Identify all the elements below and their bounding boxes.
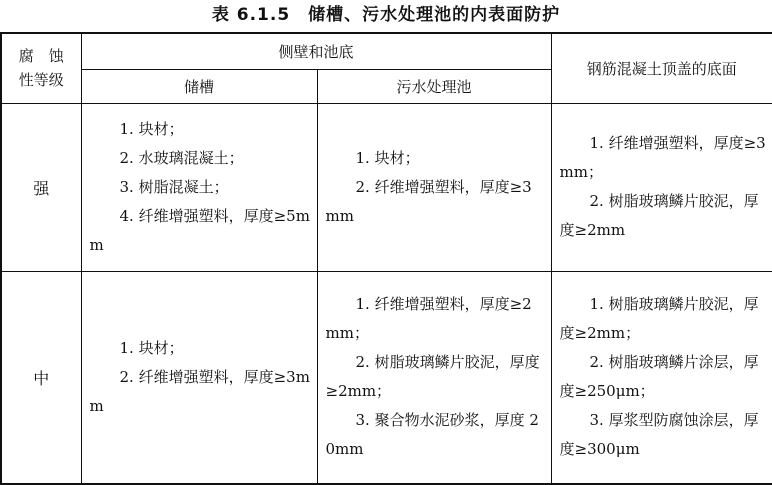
table-row-strong [1,103,772,271]
header-cover: 钢筋混凝土顶盖的底面 [551,33,772,103]
cover-cell [551,103,772,271]
header-sewage: 污水处理池 [317,69,551,103]
grade-cell: 中 [1,271,81,484]
table-title: 表 6.1.5 储槽、污水处理池的内表面防护 [211,5,561,25]
table-row-medium [1,271,772,484]
tank-cell [81,271,317,484]
header-grade-line1: 腐 蚀 [18,47,64,66]
list-item: 1. 树脂玻璃鳞片胶泥，厚度≥2mm； [559,295,759,343]
list-item: 4. 纤维增强塑料，厚度≥5mm [89,206,310,254]
protection-table [0,32,772,485]
tank-cell [81,103,317,271]
list-item: 2. 树脂玻璃鳞片涂层，厚度≥250μm； [559,353,759,401]
list-item: 3. 树脂混凝土； [119,177,229,196]
list-item: 1. 块材； [355,148,420,167]
list-item: 1. 纤维增强塑料，厚度≥2mm； [325,295,532,343]
list-item: 1. 块材； [119,338,184,357]
cover-cell [551,271,772,484]
sewage-cell [317,103,551,271]
header-side-bottom: 侧壁和池底 [81,33,551,69]
header-grade-line2: 性等级 [18,71,64,90]
header-tank: 储槽 [81,69,317,103]
list-item: 2. 树脂玻璃鳞片胶泥，厚度≥2mm； [325,353,540,401]
list-item: 2. 树脂玻璃鳞片胶泥，厚度≥2mm [559,192,759,239]
list-item: 3. 厚浆型防腐蚀涂层，厚度≥300μm [559,411,759,459]
list-item: 1. 块材； [119,119,184,138]
sewage-cell [317,271,551,484]
list-item: 2. 纤维增强塑料，厚度≥3mm [89,367,310,415]
list-item: 2. 水玻璃混凝土； [119,148,244,167]
grade-cell: 强 [1,103,81,271]
list-item: 1. 纤维增强塑料，厚度≥3mm； [559,134,766,181]
list-item: 2. 纤维增强塑料，厚度≥3mm [325,177,532,225]
header-grade [1,33,81,103]
list-item: 3. 聚合物水泥砂浆，厚度 20mm [325,411,539,459]
